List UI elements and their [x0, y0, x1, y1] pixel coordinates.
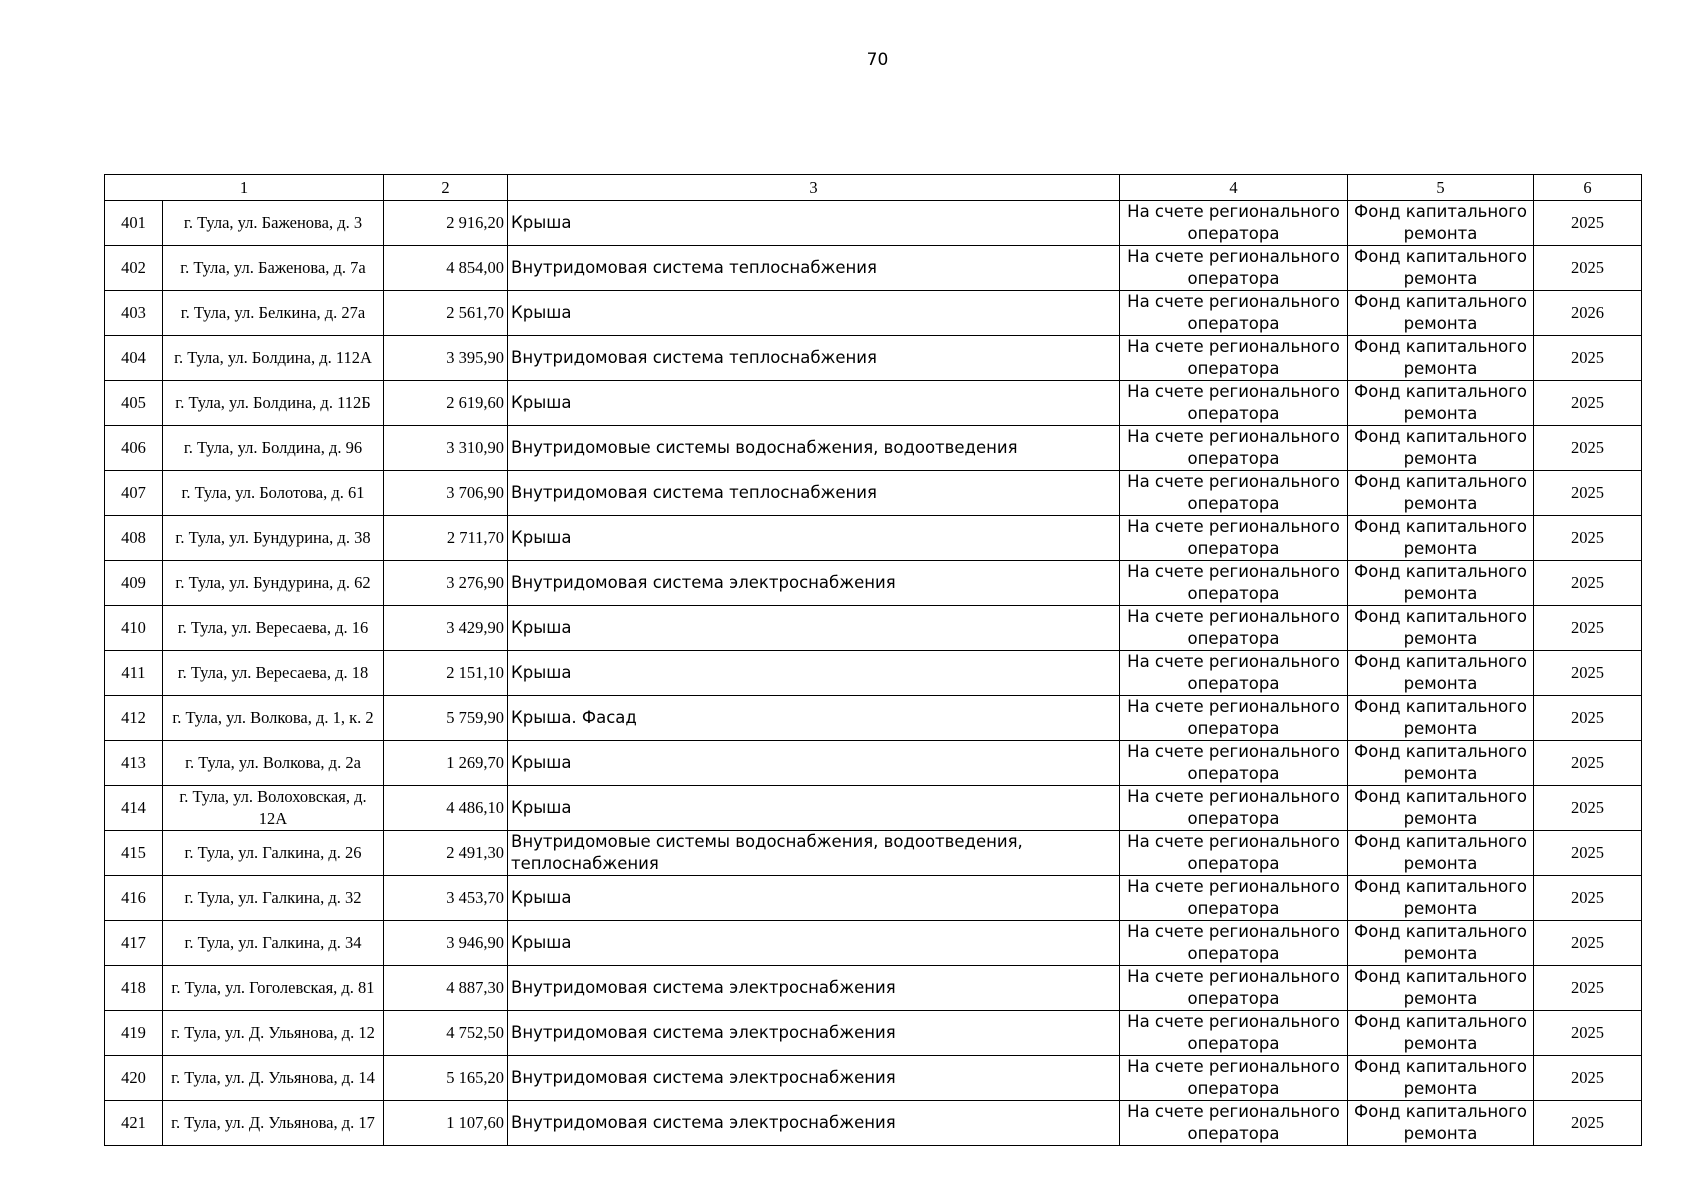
funding-source-cell: Фонд капитального ремонта	[1348, 561, 1534, 606]
repair-register-table	[104, 174, 1642, 1146]
table-row	[105, 246, 1642, 291]
work-type-cell: Внутридомовая система теплоснабжения	[508, 246, 1120, 291]
row-number-cell: 414	[105, 786, 163, 831]
funding-source-cell: Фонд капитального ремонта	[1348, 921, 1534, 966]
year-cell: 2025	[1534, 336, 1642, 381]
account-cell: На счете регионального оператора	[1120, 876, 1348, 921]
account-cell: На счете регионального оператора	[1120, 336, 1348, 381]
funding-source-cell: Фонд капитального ремонта	[1348, 606, 1534, 651]
address-cell: г. Тула, ул. Волкова, д. 1, к. 2	[163, 696, 384, 741]
row-number-cell: 421	[105, 1101, 163, 1146]
row-number-cell: 418	[105, 966, 163, 1011]
funding-source-cell: Фонд капитального ремонта	[1348, 696, 1534, 741]
address-cell: г. Тула, ул. Баженова, д. 3	[163, 201, 384, 246]
year-cell: 2026	[1534, 291, 1642, 336]
area-cell: 2 619,60	[384, 381, 508, 426]
table-row	[105, 1056, 1642, 1101]
work-type-cell: Внутридомовая система электроснабжения	[508, 966, 1120, 1011]
address-cell: г. Тула, ул. Болдина, д. 112Б	[163, 381, 384, 426]
account-cell: На счете регионального оператора	[1120, 381, 1348, 426]
work-type-cell: Крыша	[508, 651, 1120, 696]
year-cell: 2025	[1534, 246, 1642, 291]
work-type-cell: Внутридомовая система электроснабжения	[508, 561, 1120, 606]
area-cell: 3 395,90	[384, 336, 508, 381]
funding-source-cell: Фонд капитального ремонта	[1348, 741, 1534, 786]
funding-source-cell: Фонд капитального ремонта	[1348, 651, 1534, 696]
year-cell: 2025	[1534, 561, 1642, 606]
row-number-cell: 419	[105, 1011, 163, 1056]
work-type-cell: Крыша	[508, 291, 1120, 336]
column-number-cell: 5	[1348, 175, 1534, 201]
account-cell: На счете регионального оператора	[1120, 516, 1348, 561]
account-cell: На счете регионального оператора	[1120, 786, 1348, 831]
account-cell: На счете регионального оператора	[1120, 606, 1348, 651]
year-cell: 2025	[1534, 381, 1642, 426]
year-cell: 2025	[1534, 426, 1642, 471]
table-row	[105, 696, 1642, 741]
address-cell: г. Тула, ул. Вересаева, д. 16	[163, 606, 384, 651]
area-cell: 3 310,90	[384, 426, 508, 471]
address-cell: г. Тула, ул. Волкова, д. 2а	[163, 741, 384, 786]
year-cell: 2025	[1534, 1011, 1642, 1056]
area-cell: 2 491,30	[384, 831, 508, 876]
funding-source-cell: Фонд капитального ремонта	[1348, 876, 1534, 921]
row-number-cell: 417	[105, 921, 163, 966]
column-number-cell: 4	[1120, 175, 1348, 201]
area-cell: 4 486,10	[384, 786, 508, 831]
funding-source-cell: Фонд капитального ремонта	[1348, 201, 1534, 246]
account-cell: На счете регионального оператора	[1120, 651, 1348, 696]
year-cell: 2025	[1534, 471, 1642, 516]
account-cell: На счете регионального оператора	[1120, 426, 1348, 471]
row-number-cell: 407	[105, 471, 163, 516]
table-row	[105, 1101, 1642, 1146]
work-type-cell: Внутридомовая система электроснабжения	[508, 1056, 1120, 1101]
work-type-cell: Внутридомовые системы водоснабжения, водоотведения, теплоснабжения	[508, 831, 1120, 876]
row-number-cell: 416	[105, 876, 163, 921]
funding-source-cell: Фонд капитального ремонта	[1348, 336, 1534, 381]
table-row	[105, 426, 1642, 471]
table-row	[105, 336, 1642, 381]
table-row	[105, 966, 1642, 1011]
address-cell: г. Тула, ул. Галкина, д. 34	[163, 921, 384, 966]
table-row	[105, 381, 1642, 426]
account-cell: На счете регионального оператора	[1120, 1101, 1348, 1146]
row-number-cell: 403	[105, 291, 163, 336]
address-cell: г. Тула, ул. Галкина, д. 26	[163, 831, 384, 876]
work-type-cell: Крыша	[508, 201, 1120, 246]
work-type-cell: Крыша	[508, 921, 1120, 966]
area-cell: 1 107,60	[384, 1101, 508, 1146]
funding-source-cell: Фонд капитального ремонта	[1348, 426, 1534, 471]
table-row	[105, 471, 1642, 516]
column-number-cell: 6	[1534, 175, 1642, 201]
table-row	[105, 291, 1642, 336]
area-cell: 5 759,90	[384, 696, 508, 741]
year-cell: 2025	[1534, 966, 1642, 1011]
column-number-row	[105, 175, 1642, 201]
address-cell: г. Тула, ул. Вересаева, д. 18	[163, 651, 384, 696]
address-cell: г. Тула, ул. Бундурина, д. 38	[163, 516, 384, 561]
work-type-cell: Внутридомовая система электроснабжения	[508, 1011, 1120, 1056]
row-number-cell: 411	[105, 651, 163, 696]
page-number: 70	[866, 50, 889, 70]
account-cell: На счете регионального оператора	[1120, 561, 1348, 606]
row-number-cell: 406	[105, 426, 163, 471]
table-row	[105, 1011, 1642, 1056]
area-cell: 3 276,90	[384, 561, 508, 606]
area-cell: 4 752,50	[384, 1011, 508, 1056]
area-cell: 3 946,90	[384, 921, 508, 966]
address-cell: г. Тула, ул. Д. Ульянова, д. 12	[163, 1011, 384, 1056]
funding-source-cell: Фонд капитального ремонта	[1348, 831, 1534, 876]
address-cell: г. Тула, ул. Болдина, д. 112А	[163, 336, 384, 381]
address-cell: г. Тула, ул. Баженова, д. 7а	[163, 246, 384, 291]
row-number-cell: 401	[105, 201, 163, 246]
funding-source-cell: Фонд капитального ремонта	[1348, 966, 1534, 1011]
area-cell: 1 269,70	[384, 741, 508, 786]
year-cell: 2025	[1534, 921, 1642, 966]
row-number-cell: 412	[105, 696, 163, 741]
area-cell: 4 887,30	[384, 966, 508, 1011]
work-type-cell: Внутридомовая система теплоснабжения	[508, 471, 1120, 516]
funding-source-cell: Фонд капитального ремонта	[1348, 1056, 1534, 1101]
year-cell: 2025	[1534, 1101, 1642, 1146]
funding-source-cell: Фонд капитального ремонта	[1348, 516, 1534, 561]
column-number-cell: 2	[384, 175, 508, 201]
table-row	[105, 741, 1642, 786]
table-row	[105, 201, 1642, 246]
work-type-cell: Внутридомовые системы водоснабжения, водоотведения	[508, 426, 1120, 471]
work-type-cell: Крыша	[508, 786, 1120, 831]
area-cell: 4 854,00	[384, 246, 508, 291]
column-number-cell: 3	[508, 175, 1120, 201]
work-type-cell: Крыша	[508, 516, 1120, 561]
work-type-cell: Крыша	[508, 741, 1120, 786]
account-cell: На счете регионального оператора	[1120, 291, 1348, 336]
column-number-cell: 1	[105, 175, 384, 201]
work-type-cell: Крыша	[508, 381, 1120, 426]
row-number-cell: 420	[105, 1056, 163, 1101]
funding-source-cell: Фонд капитального ремонта	[1348, 291, 1534, 336]
row-number-cell: 408	[105, 516, 163, 561]
address-cell: г. Тула, ул. Волоховская, д. 12А	[163, 786, 384, 831]
year-cell: 2025	[1534, 696, 1642, 741]
work-type-cell: Крыша. Фасад	[508, 696, 1120, 741]
row-number-cell: 404	[105, 336, 163, 381]
year-cell: 2025	[1534, 831, 1642, 876]
account-cell: На счете регионального оператора	[1120, 1056, 1348, 1101]
area-cell: 2 916,20	[384, 201, 508, 246]
table-row	[105, 831, 1642, 876]
year-cell: 2025	[1534, 606, 1642, 651]
table-row	[105, 606, 1642, 651]
address-cell: г. Тула, ул. Д. Ульянова, д. 17	[163, 1101, 384, 1146]
area-cell: 2 711,70	[384, 516, 508, 561]
area-cell: 5 165,20	[384, 1056, 508, 1101]
work-type-cell: Крыша	[508, 876, 1120, 921]
work-type-cell: Внутридомовая система электроснабжения	[508, 1101, 1120, 1146]
row-number-cell: 409	[105, 561, 163, 606]
address-cell: г. Тула, ул. Гоголевская, д. 81	[163, 966, 384, 1011]
address-cell: г. Тула, ул. Белкина, д. 27а	[163, 291, 384, 336]
work-type-cell: Крыша	[508, 606, 1120, 651]
table-row	[105, 786, 1642, 831]
year-cell: 2025	[1534, 1056, 1642, 1101]
funding-source-cell: Фонд капитального ремонта	[1348, 786, 1534, 831]
row-number-cell: 413	[105, 741, 163, 786]
year-cell: 2025	[1534, 741, 1642, 786]
address-cell: г. Тула, ул. Болдина, д. 96	[163, 426, 384, 471]
area-cell: 3 429,90	[384, 606, 508, 651]
table-row	[105, 516, 1642, 561]
account-cell: На счете регионального оператора	[1120, 246, 1348, 291]
address-cell: г. Тула, ул. Бундурина, д. 62	[163, 561, 384, 606]
area-cell: 3 706,90	[384, 471, 508, 516]
year-cell: 2025	[1534, 786, 1642, 831]
address-cell: г. Тула, ул. Д. Ульянова, д. 14	[163, 1056, 384, 1101]
area-cell: 2 561,70	[384, 291, 508, 336]
account-cell: На счете регионального оператора	[1120, 471, 1348, 516]
account-cell: На счете регионального оператора	[1120, 966, 1348, 1011]
row-number-cell: 415	[105, 831, 163, 876]
area-cell: 3 453,70	[384, 876, 508, 921]
address-cell: г. Тула, ул. Галкина, д. 32	[163, 876, 384, 921]
year-cell: 2025	[1534, 201, 1642, 246]
account-cell: На счете регионального оператора	[1120, 1011, 1348, 1056]
year-cell: 2025	[1534, 651, 1642, 696]
funding-source-cell: Фонд капитального ремонта	[1348, 246, 1534, 291]
account-cell: На счете регионального оператора	[1120, 741, 1348, 786]
funding-source-cell: Фонд капитального ремонта	[1348, 1011, 1534, 1056]
funding-source-cell: Фонд капитального ремонта	[1348, 471, 1534, 516]
account-cell: На счете регионального оператора	[1120, 921, 1348, 966]
account-cell: На счете регионального оператора	[1120, 696, 1348, 741]
work-type-cell: Внутридомовая система теплоснабжения	[508, 336, 1120, 381]
row-number-cell: 405	[105, 381, 163, 426]
funding-source-cell: Фонд капитального ремонта	[1348, 1101, 1534, 1146]
funding-source-cell: Фонд капитального ремонта	[1348, 381, 1534, 426]
row-number-cell: 402	[105, 246, 163, 291]
table-row	[105, 876, 1642, 921]
area-cell: 2 151,10	[384, 651, 508, 696]
account-cell: На счете регионального оператора	[1120, 831, 1348, 876]
table-row	[105, 651, 1642, 696]
year-cell: 2025	[1534, 516, 1642, 561]
row-number-cell: 410	[105, 606, 163, 651]
table-row	[105, 921, 1642, 966]
account-cell: На счете регионального оператора	[1120, 201, 1348, 246]
address-cell: г. Тула, ул. Болотова, д. 61	[163, 471, 384, 516]
year-cell: 2025	[1534, 876, 1642, 921]
table-row	[105, 561, 1642, 606]
